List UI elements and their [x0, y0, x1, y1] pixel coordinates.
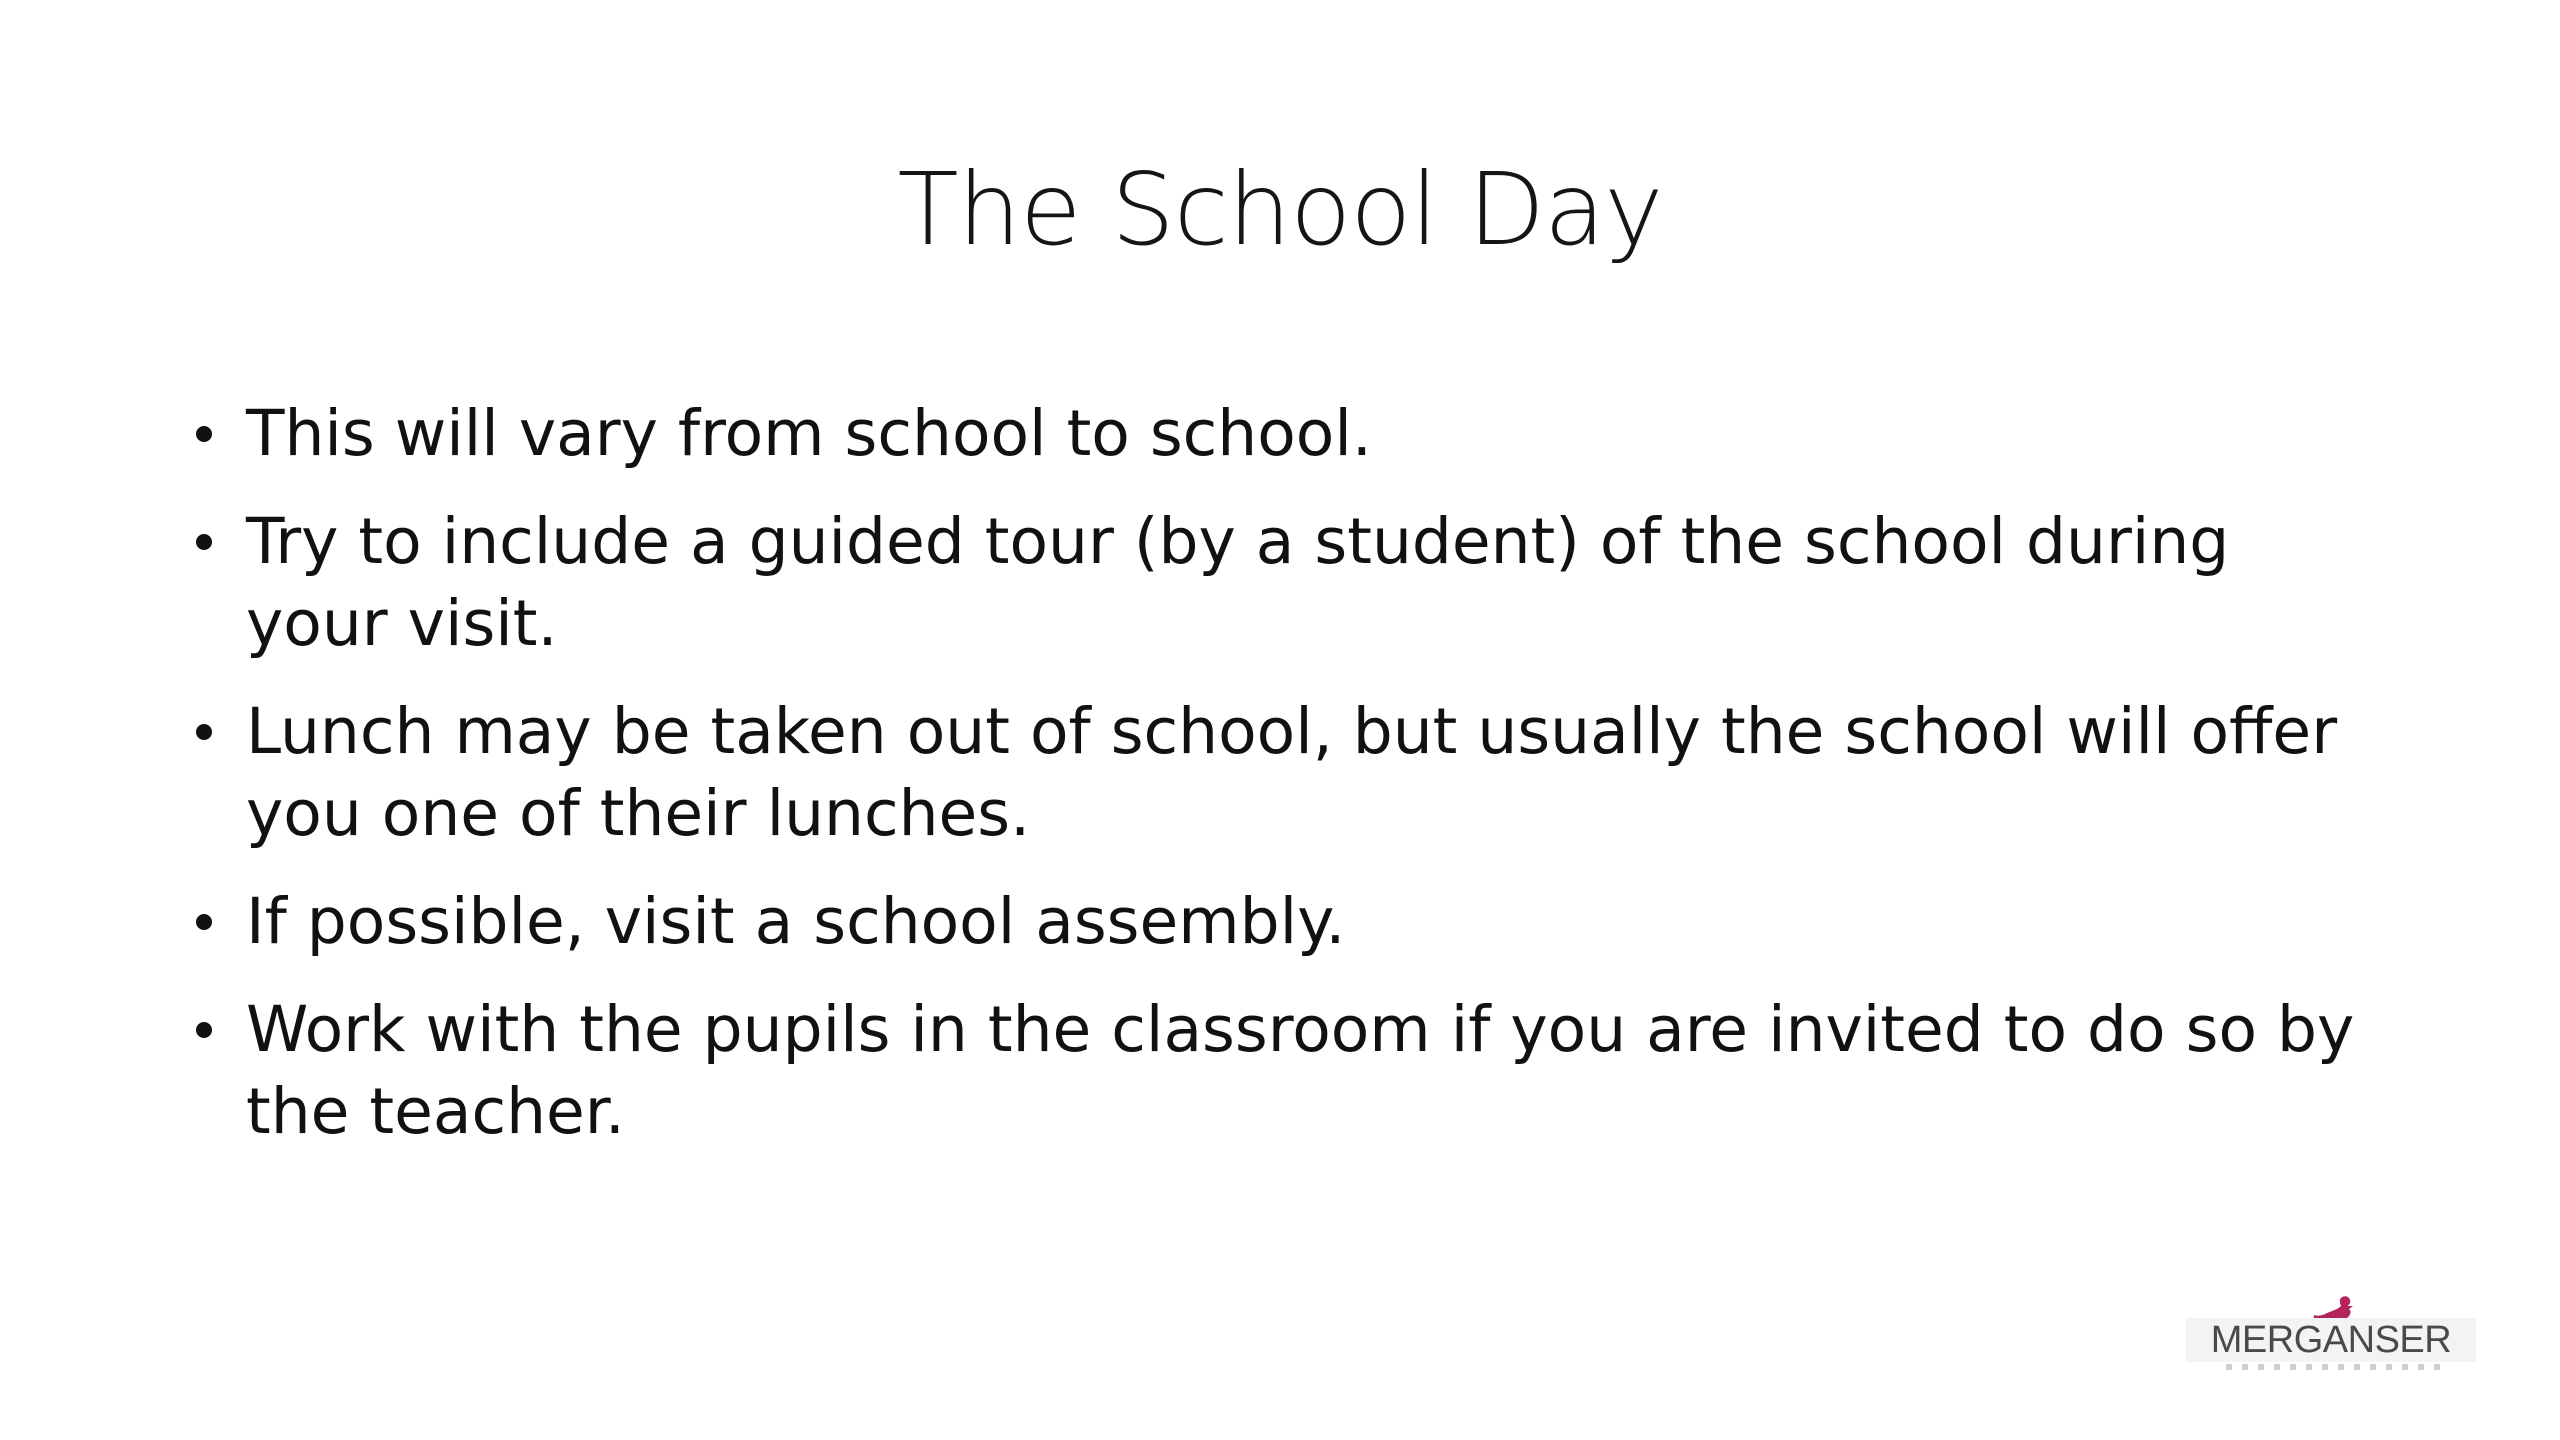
bullet-text: Work with the pupils in the classroom if you are invited to do so by the teacher. — [246, 993, 2355, 1148]
bullet-list — [190, 393, 2370, 1179]
bullet-dot-icon — [196, 426, 212, 442]
logo-tagline-decoration — [2226, 1364, 2446, 1370]
bullet-text: If possible, visit a school assembly. — [246, 885, 1346, 958]
bullet-text: Lunch may be taken out of school, but usually the school will offer you one of their lunches. — [246, 695, 2338, 850]
slide-title: The School Day — [897, 151, 1663, 268]
bullet-text: Try to include a guided tour (by a student) of the school during your visit. — [246, 505, 2230, 660]
bullet-item — [190, 393, 2370, 475]
bullet-text: This will vary from school to school. — [246, 397, 1372, 470]
bullet-dot-icon — [196, 724, 212, 740]
bullet-dot-icon — [196, 1022, 212, 1038]
logo-wordmark: MERGANSER — [2186, 1318, 2476, 1362]
bullet-item — [190, 989, 2370, 1153]
bullet-item — [190, 691, 2370, 855]
bullet-dot-icon — [196, 534, 212, 550]
bullet-dot-icon — [196, 914, 212, 930]
bullet-item — [190, 501, 2370, 665]
bullet-item — [190, 881, 2370, 963]
merganser-logo — [2186, 1288, 2476, 1380]
